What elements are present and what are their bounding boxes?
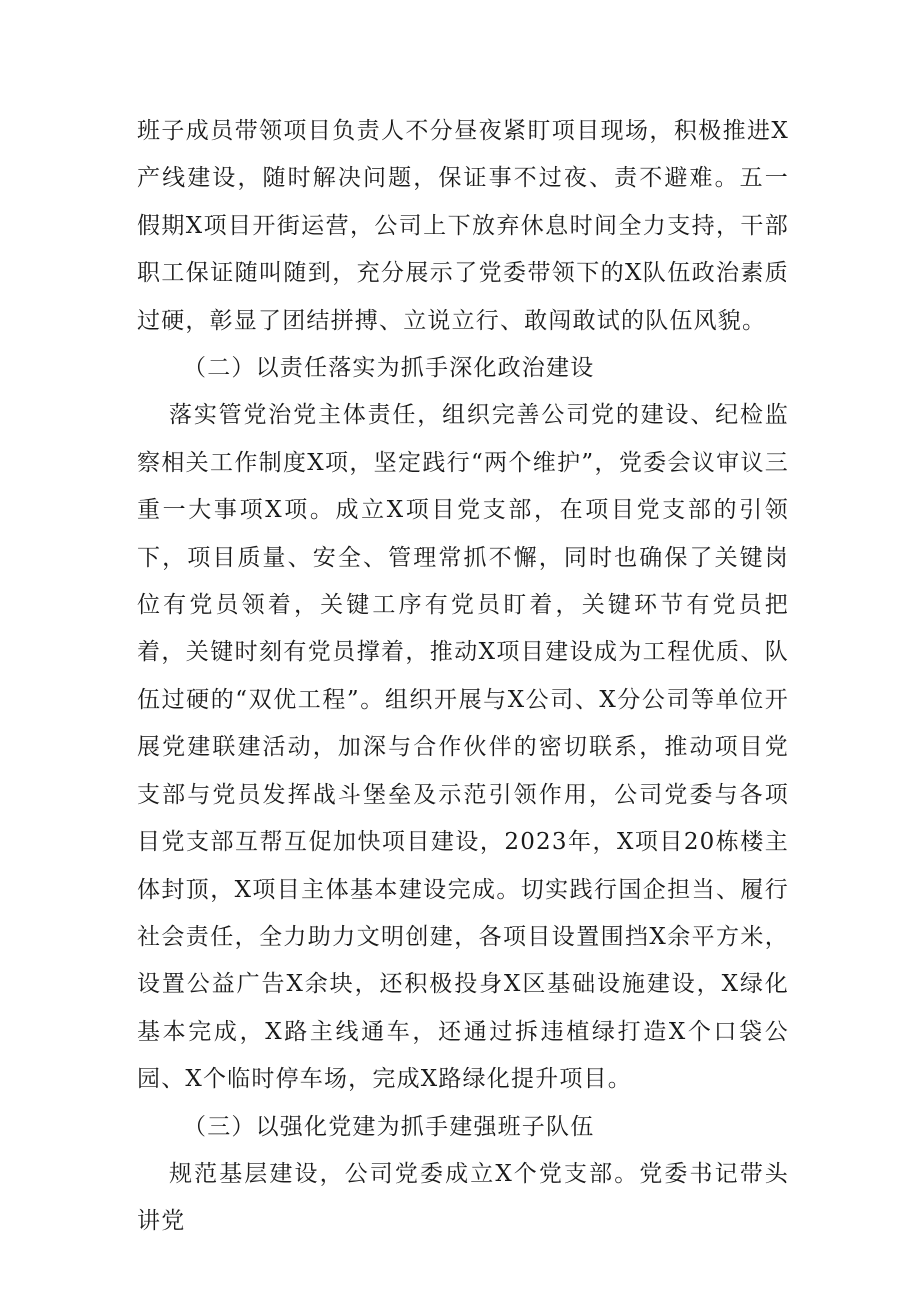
section-heading-3: （三）以强化党建为抓手建强班子队伍	[183, 1113, 595, 1140]
section-heading-2: （二）以责任落实为抓手深化政治建设	[183, 355, 595, 382]
paragraph-section-3: 规范基层建设，公司党委成立X个党支部。党委书记带头讲党	[137, 1160, 789, 1235]
document-body	[137, 108, 789, 1246]
paragraph-section-2: 落实管党治党主体责任，组织完善公司党的建设、纪检监察相关工作制度X项，坚定践行“两个维护”，党委会议审议三重一大事项X项。成立X项目党支部，在项目党支部的引领下，项目质量、安全、管理常抓不懈，同时也确保了关键岗位有党员领着，关键工序有党员盯着，关键环节有党员把着，关键时刻有党员撑着，推动X项目建设成为工程优质、队伍过硬的“双优工程”。组织开展与X公司、X分公司等单位开展党建联建活动，加深与合作伙伴的密切联系，推动项目党支部与党员发挥战斗堡垒及示范引领作用，公司党委与各项目党支部互帮互促加快项目建设，2023年，X项目20栋楼主体封顶，X项目主体基本建设完成。切实践行国企担当、履行社会责任，全力助力文明创建，各项目设置围挡X余平方米，设置公益广告X余块，还积极投身X区基础设施建设，X绿化基本完成，X路主线通车，还通过拆违植绿打造X个口袋公园、X个临时停车场，完成X路绿化提升项目。	[137, 402, 789, 1093]
paragraph-continued: 班子成员带领项目负责人不分昼夜紧盯项目现场，积极推进X产线建设，随时解决问题，保证事不过夜、责不避难。五一假期X项目开街运营，公司上下放弃休息时间全力支持，干部职工保证随叫随到，充分展示了党委带领下的X队伍政治素质过硬，彰显了团结拼搏、立说立行、敢闯敢试的队伍风貌。	[137, 118, 789, 334]
